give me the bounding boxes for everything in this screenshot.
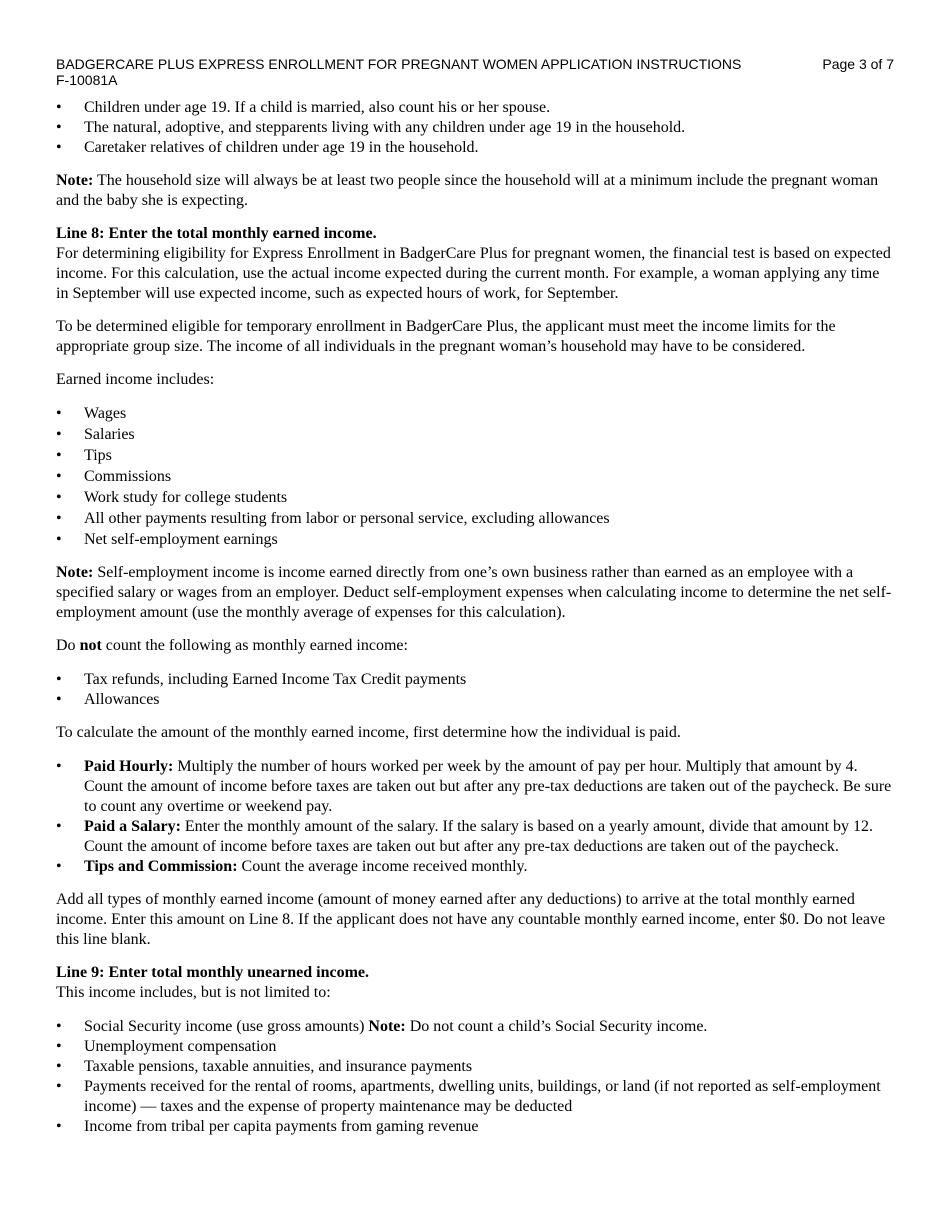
line9-heading: Line 9: Enter total monthly unearned income.	[56, 964, 370, 981]
total-earned-income-paragraph: Add all types of monthly earned income (amount of money earned after any deductions) to arrive at the total monthly earned income. Enter this amount on Line 8. If the applicant does not have any countable monthly earned income, enter $0. Do not leave this line blank.	[56, 891, 886, 948]
document-body	[56, 98, 894, 1137]
list-item: • Taxable pensions, taxable annuities, and insurance payments	[56, 1057, 894, 1077]
list-item: • Work study for college students	[56, 488, 894, 508]
earned-income-intro: Earned income includes:	[56, 371, 215, 388]
excluded-income-list	[56, 670, 894, 710]
page-number: Page 3 of 7	[822, 56, 894, 72]
earned-income-list	[56, 404, 894, 550]
list-item: • Wages	[56, 404, 894, 424]
list-item: • All other payments resulting from labor or personal service, excluding allowances	[56, 509, 894, 529]
line9-intro: This income includes, but is not limited to:	[56, 984, 331, 1001]
pay-type-salary: • Paid a Salary: Enter the monthly amount of the salary. If the salary is based on a yearly amount, divide that amount by 12. Count the amount of income before taxes are taken out but after any pre-tax deductions are taken out of the paycheck.	[56, 817, 894, 857]
note-text: The household size will always be at least two people since the household will at a minimum include the pregnant woman and the baby she is expecting.	[56, 172, 879, 209]
list-item: • Unemployment compensation	[56, 1037, 894, 1057]
list-item: • Tax refunds, including Earned Income Tax Credit payments	[56, 670, 894, 690]
self-employment-note	[56, 563, 894, 623]
line8-paragraph-2: To be determined eligible for temporary enrollment in BadgerCare Plus, the applicant must meet the income limits for the appropriate group size. The income of all individuals in the pregnant woman’s household may have to be considered.	[56, 318, 836, 355]
list-item: • Commissions	[56, 467, 894, 487]
list-item: • Income from tribal per capita payments from gaming revenue	[56, 1117, 894, 1137]
unearned-income-list	[56, 1017, 894, 1137]
pay-type-list	[56, 757, 894, 877]
list-item: • Allowances	[56, 690, 894, 710]
document-page	[56, 0, 894, 1137]
list-item: • The natural, adoptive, and stepparents living with any children under age 19 in the household.	[56, 118, 894, 138]
line8-paragraph-1: For determining eligibility for Express Enrollment in BadgerCare Plus for pregnant women, the financial test is based on expected income. For this calculation, use the actual income expected during the current month. For example, a woman applying any time in September will use expected income, such as expected hours of work, for September.	[56, 245, 891, 302]
document-title: BADGERCARE PLUS EXPRESS ENROLLMENT FOR PREGNANT WOMEN APPLICATION INSTRUCTIONS	[56, 56, 742, 72]
form-number: F-10081A	[56, 72, 118, 88]
pay-type-hourly: • Paid Hourly: Multiply the number of hours worked per week by the amount of pay per hour. Multiply that amount by 4. Count the amount of income before taxes are taken out but after any pre-tax deductions are taken out of the paycheck. Be sure to count any overtime or weekend pay.	[56, 757, 894, 817]
list-item: • Salaries	[56, 425, 894, 445]
list-item: • Social Security income (use gross amounts) Note: Do not count a child’s Social Security income.	[56, 1017, 894, 1037]
list-item: • Net self-employment earnings	[56, 530, 894, 550]
page-header	[56, 0, 894, 88]
pay-type-tips-commission: • Tips and Commission: Count the average income received monthly.	[56, 857, 894, 877]
note-label: Note:	[56, 172, 94, 189]
line8-heading: Line 8: Enter the total monthly earned income.	[56, 225, 377, 242]
list-item: • Payments received for the rental of rooms, apartments, dwelling units, buildings, or land (if not reported as self-employment income) — taxes and the expense of property maintenance may be deducted	[56, 1077, 894, 1117]
note-text: Self-employment income is income earned directly from one’s own business rather than earned as an employee with a specified salary or wages from an employer. Deduct self-employment expenses when calculating income to determine the net self-employment amount (use the monthly average of expenses for this calculation).	[56, 564, 892, 621]
household-members-list	[56, 98, 894, 158]
calculation-intro: To calculate the amount of the monthly earned income, first determine how the individual is paid.	[56, 724, 681, 741]
list-item: • Tips	[56, 446, 894, 466]
list-item: • Caretaker relatives of children under age 19 in the household.	[56, 138, 894, 158]
excluded-income-intro: Do not count the following as monthly earned income:	[56, 637, 408, 654]
list-item: • Children under age 19. If a child is married, also count his or her spouse.	[56, 98, 894, 118]
note-label: Note:	[56, 564, 94, 581]
household-size-note	[56, 171, 894, 211]
